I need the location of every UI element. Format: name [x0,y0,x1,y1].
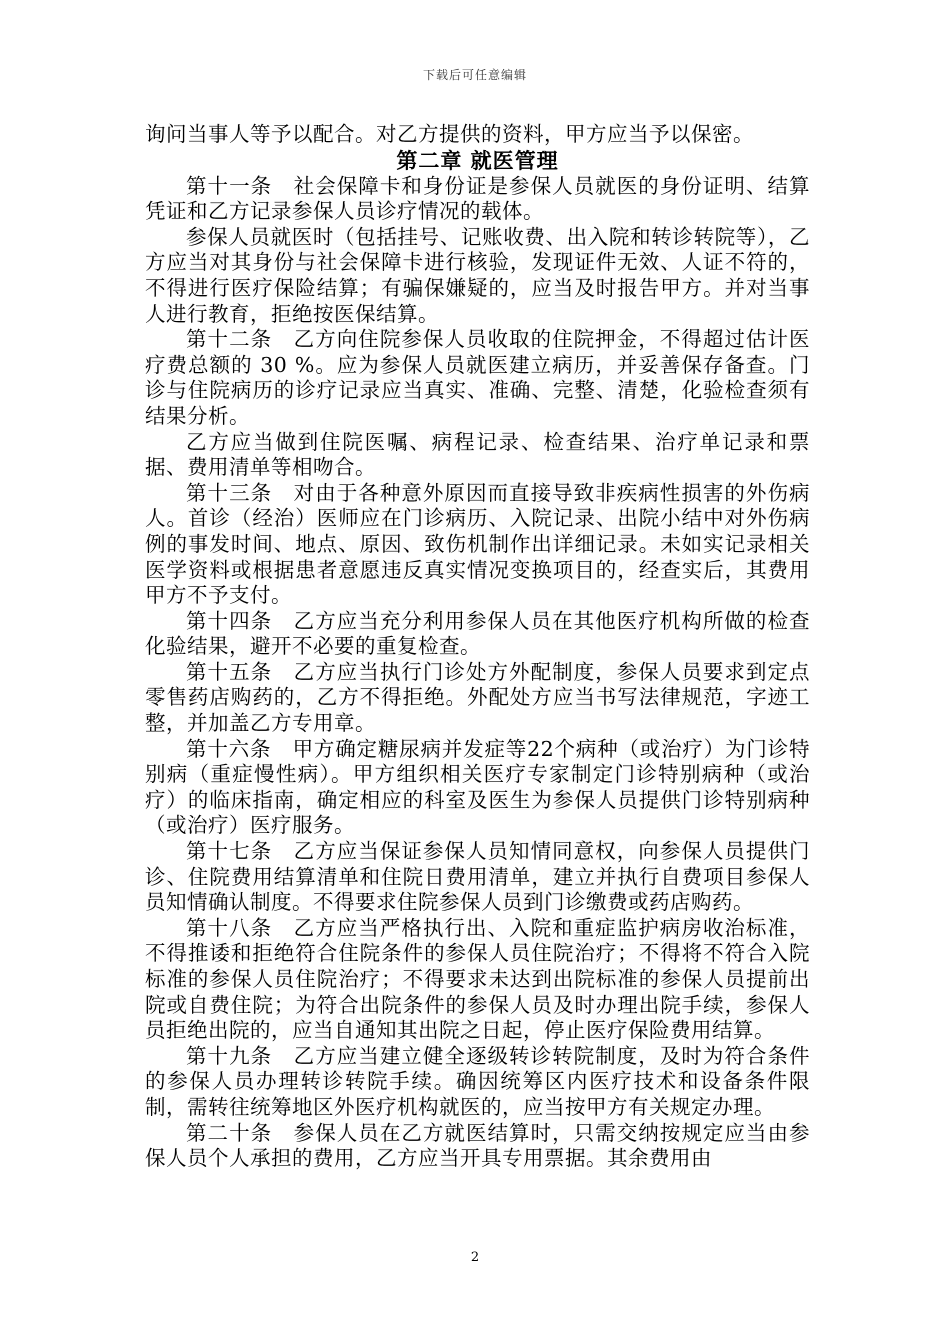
article-13-paragraph: 第十三条 对由于各种意外原因而直接导致非疾病性损害的外伤病人。首诊（经治）医师应在门诊病历、入院记录、出院小结中对外伤病例的事发时间、地点、原因、致伤机制作出详细记录。未如实记录相关医学资料或根据患者意愿违反真实情况变换项目的，经查实后，其费用甲方不予支付。 [145,480,810,608]
article-12-detail-paragraph: 乙方应当做到住院医嘱、病程记录、检查结果、治疗单记录和票据、费用清单等相吻合。 [145,429,810,480]
article-12-paragraph: 第十二条 乙方向住院参保人员收取的住院押金，不得超过估计医疗费总额的 30 %。应为参保人员就医建立病历，并妥善保存备查。门诊与住院病历的诊疗记录应当真实、准确、完整、清楚，化验检查须有结果分析。 [145,327,810,428]
article-17-paragraph: 第十七条 乙方应当保证参保人员知情同意权，向参保人员提供门诊、住院费用结算清单和住院日费用清单，建立并执行自费项目参保人员知情确认制度。不得要求住院参保人员到门诊缴费或药店购药。 [145,839,810,915]
article-18-paragraph: 第十八条 乙方应当严格执行出、入院和重症监护病房收治标准，不得推诿和拒绝符合住院条件的参保人员住院治疗；不得将不符合入院标准的参保人员住院治疗；不得要求未达到出院标准的参保人员提前出院或自费住院；为符合出院条件的参保人员及时办理出院手续，参保人员拒绝出院的，应当自通知其出院之日起，停止医疗保险费用结算。 [145,915,810,1043]
article-11-paragraph: 第十一条 社会保障卡和身份证是参保人员就医的身份证明、结算凭证和乙方记录参保人员诊疗情况的载体。 [145,173,810,224]
article-20-paragraph: 第二十条 参保人员在乙方就医结算时，只需交纳按规定应当由参保人员个人承担的费用，乙方应当开具专用票据。其余费用由 [145,1120,810,1171]
article-16-paragraph: 第十六条 甲方确定糖尿病并发症等22个病种（或治疗）为门诊特别病（重症慢性病）。甲方组织相关医疗专家制定门诊特别病种（或治疗）的临床指南，确定相应的科室及医生为参保人员提供门诊特别病种（或治疗）医疗服务。 [145,736,810,838]
lead-in-paragraph: 询问当事人等予以配合。对乙方提供的资料，甲方应当予以保密。 [145,122,754,146]
article-14-paragraph: 第十四条 乙方应当充分利用参保人员在其他医疗机构所做的检查化验结果，避开不必要的重复检查。 [145,608,810,659]
chapter-title: 第二章 就医管理 [396,147,559,173]
document-body [145,122,810,1172]
header-note: 下载后可任意编辑 [422,68,527,82]
page-number: 2 [470,1250,480,1265]
article-11-detail-paragraph: 参保人员就医时（包括挂号、记账收费、出入院和转诊转院等），乙方应当对其身份与社会保障卡进行核验，发现证件无效、人证不符的，不得进行医疗保险结算；有骗保嫌疑的，应当及时报告甲方。并对当事人进行教育，拒绝按医保结算。 [145,224,810,326]
article-15-paragraph: 第十五条 乙方应当执行门诊处方外配制度，参保人员要求到定点零售药店购药的，乙方不得拒绝。外配处方应当书写法律规范，字迹工整，并加盖乙方专用章。 [145,659,810,736]
article-19-paragraph: 第十九条 乙方应当建立健全逐级转诊转院制度，及时为符合条件的参保人员办理转诊转院手续。确因统筹区内医疗技术和设备条件限制，需转往统筹地区外医疗机构就医的，应当按甲方有关规定办理。 [145,1043,810,1119]
